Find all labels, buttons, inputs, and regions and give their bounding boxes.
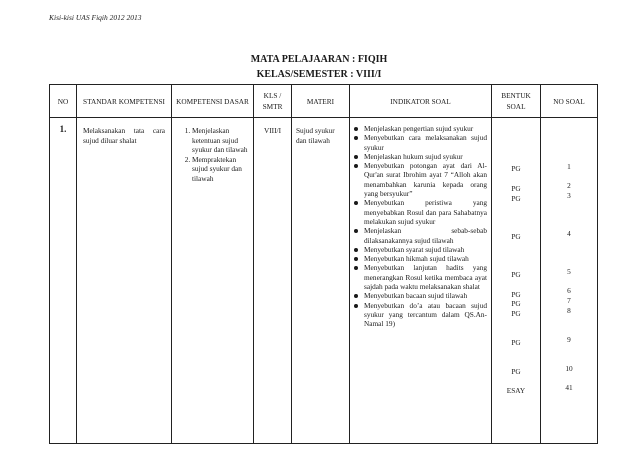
table-row (50, 118, 598, 444)
indikator-item: Menjelaskan pengertian sujud syukur (364, 124, 487, 133)
no-soal-cell (541, 118, 598, 444)
indikator-item: Menyebutkan potongan ayat dari Al-Qur'an surat Ibrohim ayat 7 “Alloh akan menambahkan karunia kepada orang yang bersyukur” (364, 161, 487, 199)
document-title (0, 52, 638, 82)
bentuk-soal-value: PG (511, 367, 521, 376)
kompetensi-item: 1. Menjelaskan ketentuan sujud syukur dan tilawah (192, 126, 249, 155)
kisi-kisi-table (49, 84, 598, 444)
indikator-item: Menyebutkan hikmah sujud tilawah (364, 254, 487, 263)
no-soal-value: 6 (567, 286, 571, 295)
bentuk-soal-value: PG (511, 164, 521, 173)
no-soal-value: 2 (567, 181, 571, 190)
no-soal-value: 3 (567, 191, 571, 200)
indikator-item: Menyebutkan bacaan sujud tilawah (364, 291, 487, 300)
table-header-row (50, 85, 598, 118)
bentuk-soal-value: PG (511, 184, 521, 193)
header-standar-kompetensi: STANDAR KOMPETENSI (77, 85, 172, 118)
header-bentuk-soal: BENTUK SOAL (492, 85, 541, 118)
no-soal-value: 8 (567, 306, 571, 315)
no-soal-value: 7 (567, 296, 571, 305)
bentuk-soal-value: PG (511, 338, 521, 347)
header-kompetensi-dasar: KOMPETENSI DASAR (172, 85, 254, 118)
no-soal-value: 41 (565, 383, 573, 392)
no-soal-value: 10 (565, 364, 573, 373)
bentuk-soal-value: PG (511, 232, 521, 241)
bentuk-soal-value: PG (511, 290, 521, 299)
class-semester-title: KELAS/SEMESTER : VIII/I (256, 69, 382, 80)
kompetensi-item: 2. Mempraktekan sujud syukur dan tilawah (192, 155, 249, 184)
header-materi: MATERI (292, 85, 350, 118)
indikator-item: Menjelaskan hukum sujud syukur (364, 152, 487, 161)
indikator-item: Menyebutkan syarat sujud tilawah (364, 245, 487, 254)
no-soal-value: 1 (567, 162, 571, 171)
kompetensi-dasar-cell (172, 118, 254, 444)
bentuk-soal-value: PG (511, 299, 521, 308)
header-kls-smtr: KLS / SMTR (254, 85, 292, 118)
indikator-soal-cell (350, 118, 492, 444)
no-soal-value: 5 (567, 267, 571, 276)
bentuk-soal-value: PG (511, 270, 521, 279)
indikator-item: Menyebutkan lanjutan hadits yang menerangkan Rosul ketika membaca ayat sajdah pada waktu melaksanakan shalat (364, 263, 487, 292)
document-header-note: Kisi-kisi UAS Fiqih 2012 2013 (49, 13, 142, 22)
bentuk-soal-cell (492, 118, 541, 444)
bentuk-soal-value: ESAY (506, 386, 526, 395)
bentuk-soal-value: PG (511, 194, 521, 203)
indikator-item: Menyebutkan cara melaksanakan sujud syukur (364, 133, 487, 152)
indikator-item: Menyebutkan do’a atau bacaan sujud syukur yang tercantum dalam QS.An-Namal 19) (364, 300, 487, 329)
indikator-item: Menjelaskan sebab-sebab dilaksanakannya sujud tilawah (364, 226, 487, 245)
kls-smtr-cell: VIII/I (254, 118, 292, 444)
header-indikator-soal: INDIKATOR SOAL (350, 85, 492, 118)
header-no-soal: NO SOAL (541, 85, 598, 118)
no-soal-value: 4 (567, 229, 571, 238)
row-number: 1. (50, 118, 77, 444)
indikator-item: Menyebutkan peristiwa yang menyebabkan Rosul dan para Sahabatnya melakukan sujud syukur (364, 198, 487, 226)
header-no: NO (50, 85, 77, 118)
subject-title: MATA PELAJAARAN : FIQIH (250, 54, 388, 65)
no-soal-value: 9 (567, 335, 571, 344)
materi-cell: Sujud syukur dan tilawah (292, 118, 350, 444)
bentuk-soal-value: PG (511, 309, 521, 318)
standar-kompetensi-cell: Melaksanakan tata cara sujud diluar shalat (77, 118, 172, 444)
